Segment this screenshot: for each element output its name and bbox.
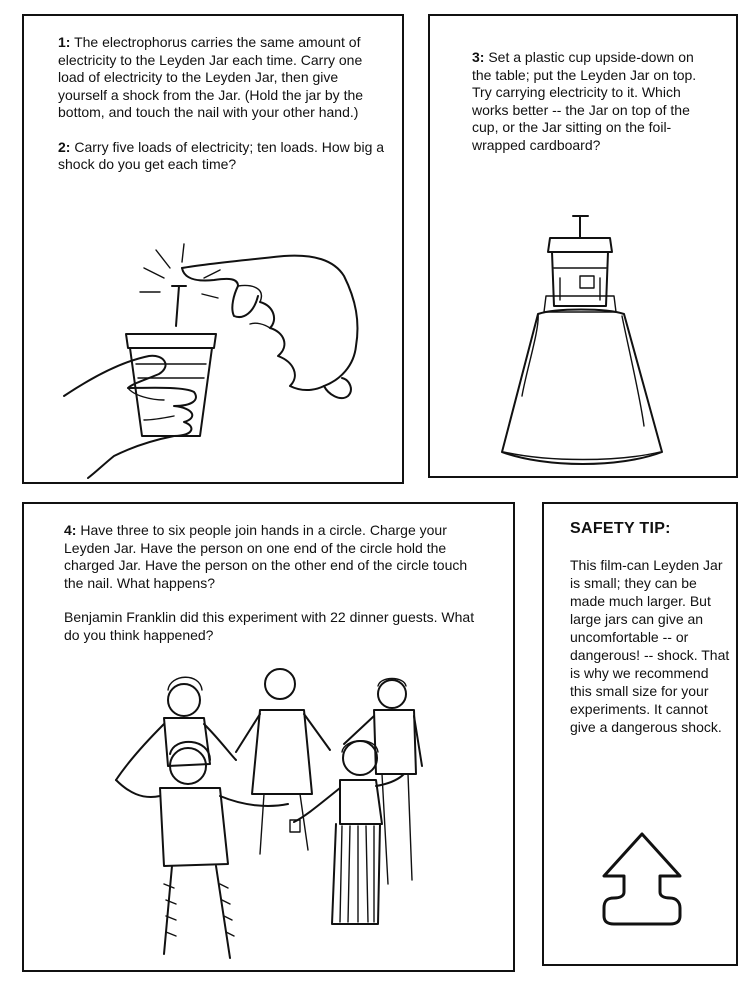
cup-illustration — [430, 16, 740, 480]
circle-of-people-illustration — [24, 504, 517, 974]
safety-tip-title: SAFETY TIP: — [570, 520, 671, 537]
step-4-text: Have three to six people join hands in a circle. Charge your Leyden Jar. Have the person on one end of the circle hold the charged Jar. Have the person on the other end of the circle touch the nail. What happens? — [64, 522, 468, 591]
shock-illustration — [24, 16, 406, 486]
step-3-number: 3: — [472, 49, 485, 65]
person-man-right — [344, 679, 422, 885]
step-1-number: 1: — [58, 34, 71, 50]
franklin-text: Benjamin Franklin did this experiment with 22 dinner guests. What do you think happened? — [64, 609, 475, 643]
step-2-number: 2: — [58, 138, 71, 155]
safety-tip-body: This film-can Leyden Jar is small; they can be made much larger. But large jars can give an uncomfortable -- or dangerous! -- shock. That is why we recommend this small size for your experiments. It cannot give a dangerous shock. — [570, 557, 730, 735]
safety-tip-panel — [542, 502, 738, 966]
step-1-text: The electrophorus carries the same amount of electricity to the Leyden Jar each time. Carry one load of electricity to the Leyden Jar, then give yourself a shock from the Jar. (Hold the jar by the bottom, and touch the nail with your other hand.) — [58, 34, 364, 120]
panel-step-4 — [22, 502, 515, 972]
person-woman-left — [116, 677, 236, 780]
step-4-number: 4: — [64, 522, 77, 538]
step-2-text: Carry five loads of electricity; ten loads. How big a shock do you get each time? — [58, 138, 385, 172]
person-back-center — [236, 669, 330, 854]
step-3-text: Set a plastic cup upside-down on the table; put the Leyden Jar on top. Try carrying electricity to it. Which works better -- the Jar on top of the cup, or the Jar sitting on the foil-wrapped cardboard? — [472, 49, 697, 153]
panel-step-3 — [428, 14, 738, 478]
person-man-foreground — [116, 742, 288, 958]
up-arrow-outline-icon — [544, 504, 740, 968]
panel-step-1-2 — [22, 14, 404, 484]
spark-lines — [140, 244, 220, 298]
